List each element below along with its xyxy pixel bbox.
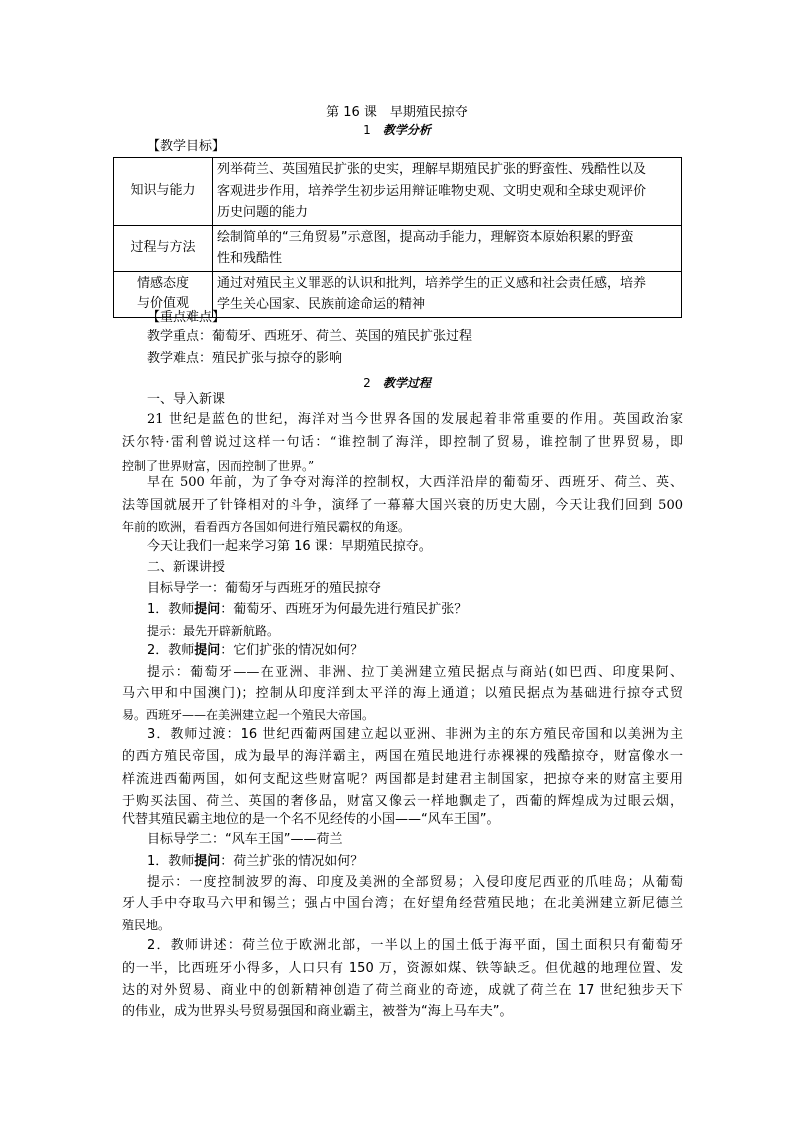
question-3 <box>147 853 363 871</box>
goals-heading: 【教学目标】 <box>147 139 226 154</box>
today-line: 今天让我们一起来学习第 16 课：早期殖民掠夺。 <box>147 539 432 554</box>
paragraph-3-line: 于购买法国、荷兰、英国的奢侈品，财富又像云一样地飘走了，西葡的辉煌成为过眼云烟， <box>122 794 683 809</box>
label-line: 情感态度 <box>136 276 189 291</box>
question-1 <box>147 601 467 619</box>
section-title: 教学分析 <box>382 123 431 137</box>
question-prefix: 2．教师 <box>147 643 195 658</box>
section-number: 2 <box>363 376 371 390</box>
question-keyword: 提问 <box>194 643 221 658</box>
label-line: 与价值观 <box>136 296 189 311</box>
text-line: 绘制简单的“三角贸易”示意图，提高动手能力，理解资本原始积累的野蛮 <box>217 229 634 245</box>
intro-line: 早在 500 年前，为了争夺对海洋的控制权，大西洋沿岸的葡萄牙、西班牙、荷兰、英、 <box>147 475 683 490</box>
paragraph-4-line: 的一半，比西班牙小得多，人口只有 150 万，资源如煤、铁等缺乏。但优越的地理位置、发 <box>122 961 683 976</box>
intro-line: 法等国就展开了针锋相对的斗争，演绎了一幕幕大国兴衰的历史大剧，今天让我们回到 500 <box>122 498 683 513</box>
question-text: ：它们扩张的情况如何？ <box>220 643 364 658</box>
table-row <box>114 158 682 226</box>
hint-2-line: 易。西班牙——在美洲建立起一个殖民大帝国。 <box>122 708 375 722</box>
goal-label: 知识与能力 <box>114 158 213 226</box>
paragraph-3-line: 样流进西葡两国，如何支配这些财富呢？两国都是封建君主制国家，把掠夺来的财富主要用 <box>122 772 683 787</box>
section-title: 教学过程 <box>382 376 431 390</box>
goal-heading-1: 目标导学一：葡萄牙与西班牙的殖民掠夺 <box>147 581 382 596</box>
hint-1: 提示：最先开辟新航路。 <box>147 624 280 638</box>
text-line: 历史问题的能力 <box>217 205 309 220</box>
hint-3-line: 提示：一度控制波罗的海、印度及美洲的全部贸易；入侵印度尼西亚的爪哇岛；从葡萄 <box>147 875 683 890</box>
part-heading-new: 二、新课讲授 <box>147 560 226 575</box>
question-keyword: 提问 <box>194 854 221 869</box>
goal-text <box>213 158 682 226</box>
text-line: 通过对殖民主义罪恶的认识和批判，培养学生的正义感和社会责任感，培养 <box>217 275 647 291</box>
goal-heading-2: 目标导学二：“风车王国”——荷兰 <box>147 832 343 847</box>
paragraph-3-line: 的西方殖民帝国，成为最早的海洋霸主，两国在殖民地进行赤裸裸的残酷掠夺，财富像水一 <box>122 749 683 764</box>
text-line: 客观进步作用，培养学生初步运用辩证唯物史观、文明史观和全球史观评价 <box>217 183 647 199</box>
key-heading: 【重点难点】 <box>147 310 226 325</box>
intro-line: 控制了世界财富，因而控制了世界。” <box>122 459 315 473</box>
page-title: 第 16 课 早期殖民掠夺 <box>326 105 468 120</box>
paragraph-4-line: 2．教师讲述：荷兰位于欧洲北部，一半以上的国土低于海平面，国土面积只有葡萄牙 <box>147 938 683 953</box>
goal-text <box>213 225 682 271</box>
hint-3-line: 殖民地。 <box>122 918 171 932</box>
question-keyword: 提问 <box>194 602 221 617</box>
hint-2-line: 提示：葡萄牙——在亚洲、非洲、拉丁美洲建立殖民据点与商站(如巴西、印度果阿、 <box>147 665 683 680</box>
goal-text <box>213 271 682 317</box>
section-number: 1 <box>363 123 371 137</box>
intro-line: 21 世纪是蓝色的世纪，海洋对当今世界各国的发展起着非常重要的作用。英国政治家 <box>147 412 683 427</box>
question-prefix: 1．教师 <box>147 854 195 869</box>
text-line: 性和残酷性 <box>217 251 283 266</box>
hint-3-line: 牙人手中夺取马六甲和锡兰；强占中国台湾；在好望角经营殖民地；在北美洲建立新尼德兰 <box>122 896 683 911</box>
table-row <box>114 225 682 271</box>
section-heading-process <box>0 374 794 391</box>
question-2 <box>147 642 363 660</box>
intro-line: 年前的欧洲，看看西方各国如何进行殖民霸权的角逐。 <box>122 520 411 534</box>
hint-2-line: 马六甲和中国澳门)；控制从印度洋到太平洋的海上通道；以殖民据点为基础进行掠夺式贸 <box>122 686 683 701</box>
paragraph-4-line: 的伟业，成为世界头号贸易强国和商业霸主，被誉为“海上马车夫”。 <box>122 1004 513 1019</box>
difficult-point: 教学难点：殖民扩张与掠夺的影响 <box>147 351 343 366</box>
text-line: 学生关心国家、民族前途命运的精神 <box>217 297 426 312</box>
key-point: 教学重点：葡萄牙、西班牙、荷兰、英国的殖民扩张过程 <box>147 329 473 344</box>
teaching-goals-table <box>113 157 682 318</box>
text-line: 列举荷兰、英国殖民扩张的史实，理解早期殖民扩张的野蛮性、残酷性以及 <box>217 162 647 177</box>
question-text: ：葡萄牙、西班牙为何最先进行殖民扩张？ <box>220 602 468 617</box>
paragraph-4-line: 达的对外贸易、商业中的创新精神创造了荷兰商业的奇迹，成就了荷兰在 17 世纪独步天下 <box>122 983 683 998</box>
paragraph-3-line: 代替其殖民霸主地位的是一个名不见经传的小国——“风车王国”。 <box>122 812 500 827</box>
part-heading-intro: 一、导入新课 <box>147 392 226 407</box>
section-heading-analysis <box>0 121 794 138</box>
question-text: ：荷兰扩张的情况如何？ <box>220 854 364 869</box>
paragraph-3-line: 3．教师过渡：16 世纪西葡两国建立起以亚洲、非洲为主的东方殖民帝国和以美洲为主 <box>147 727 683 742</box>
question-prefix: 1．教师 <box>147 602 195 617</box>
intro-line: 沃尔特·雷利曾说过这样一句话：“谁控制了海洋，即控制了贸易，谁控制了世界贸易，即 <box>122 435 683 450</box>
goal-label: 过程与方法 <box>114 225 213 271</box>
